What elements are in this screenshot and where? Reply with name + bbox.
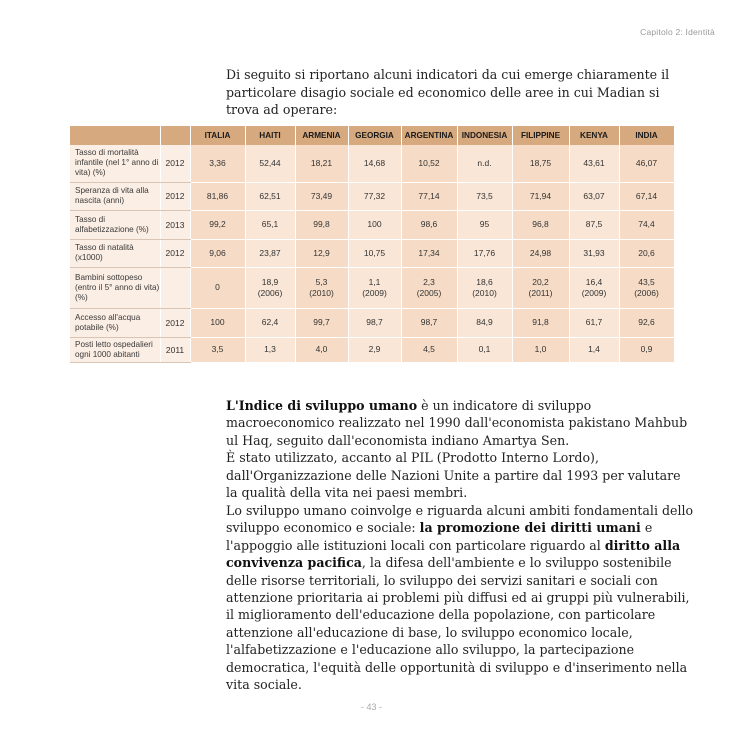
table-cell: 81,86 xyxy=(190,182,245,210)
hdi-paragraph-1 xyxy=(226,397,696,449)
column-header: FILIPPINE xyxy=(512,126,569,145)
table-cell: 20,2 (2011) xyxy=(512,267,569,308)
table-cell: 14,68 xyxy=(348,145,401,182)
table-cell: 0,1 xyxy=(457,337,512,362)
row-label: Accesso all'acqua potabile (%) xyxy=(70,308,160,337)
table-cell: 2,9 xyxy=(348,337,401,362)
table-cell: 84,9 xyxy=(457,308,512,337)
table-cell: 98,6 xyxy=(401,210,457,239)
table-row xyxy=(70,337,674,362)
table-cell: 74,4 xyxy=(619,210,674,239)
hdi-paragraph-3 xyxy=(226,502,696,694)
row-label: Posti letto ospedalieri ogni 1000 abitanti xyxy=(70,337,160,362)
table-cell: 1,1 (2009) xyxy=(348,267,401,308)
table-cell: 71,94 xyxy=(512,182,569,210)
table-row xyxy=(70,145,674,182)
table-cell: 95 xyxy=(457,210,512,239)
table-cell: 23,87 xyxy=(245,239,295,267)
row-label: Tasso di mortalità infantile (nel 1° anno di vita) (%) xyxy=(70,145,160,182)
column-header: INDONESIA xyxy=(457,126,512,145)
row-label: Tasso di natalità (x1000) xyxy=(70,239,160,267)
table-cell: 17,76 xyxy=(457,239,512,267)
highlight-human-rights: la promozione dei diritti umani xyxy=(419,520,641,536)
table-cell: 3,36 xyxy=(190,145,245,182)
table-cell: 96,8 xyxy=(512,210,569,239)
table-cell: 18,6 (2010) xyxy=(457,267,512,308)
table-cell: 20,6 xyxy=(619,239,674,267)
intro-paragraph: Di seguito si riportano alcuni indicatori da cui emerge chiaramente il particolare disagio sociale ed economico delle aree in cui Madian si trova ad operare: xyxy=(226,67,670,117)
table-cell: 4,0 xyxy=(295,337,348,362)
table-cell: 63,07 xyxy=(569,182,619,210)
column-header: INDIA xyxy=(619,126,674,145)
column-header: GEORGIA xyxy=(348,126,401,145)
indicators-table xyxy=(70,126,675,363)
column-header: ITALIA xyxy=(190,126,245,145)
hdi-paragraph-2: È stato utilizzato, accanto al PIL (Prodotto Interno Lordo), dall'Organizzazione delle Nazioni Unite a partire dal 1993 per valutare la qualità della vita nei paesi membri. xyxy=(226,450,681,501)
table-cell: 24,98 xyxy=(512,239,569,267)
table-cell: 98,7 xyxy=(401,308,457,337)
table-cell: 98,7 xyxy=(348,308,401,337)
row-label: Bambini sottopeso (entro il 5° anno di vita) (%) xyxy=(70,267,160,308)
table-cell: 4,5 xyxy=(401,337,457,362)
table-cell: 62,51 xyxy=(245,182,295,210)
table-cell: 12,9 xyxy=(295,239,348,267)
header-blank-year xyxy=(160,126,190,145)
row-year: 2012 xyxy=(160,308,190,337)
table-cell: 0 xyxy=(190,267,245,308)
row-year xyxy=(160,267,190,308)
table-row xyxy=(70,267,674,308)
table-cell: 62,4 xyxy=(245,308,295,337)
table-cell: 52,44 xyxy=(245,145,295,182)
table-cell: 18,21 xyxy=(295,145,348,182)
table-cell: 92,6 xyxy=(619,308,674,337)
hdi-paragraph-3-text-c: , la difesa dell'ambiente e lo sviluppo sostenibile delle risorse territoriali, lo sviluppo dei servizi sanitari e sociali con attenzione prioritaria ai problemi più diffusi ed ai gruppi più vulnerabili, il miglioramento dell'educazione della popolazione, con particolare attenzione all'educazione di base, lo sviluppo economico locale, l'alfabetizzazione e l'educazione allo sviluppo, la partecipazione democratica, l'equità delle opportunità di sviluppo e d'inserimento nella vita sociale. xyxy=(226,555,690,693)
table-header-row xyxy=(70,126,674,145)
table-cell: 87,5 xyxy=(569,210,619,239)
table-cell: 18,75 xyxy=(512,145,569,182)
table-cell: 18,9 (2006) xyxy=(245,267,295,308)
row-year: 2012 xyxy=(160,239,190,267)
table-cell: 77,32 xyxy=(348,182,401,210)
page-number: - 43 - xyxy=(360,702,382,712)
row-year: 2012 xyxy=(160,182,190,210)
table-cell: 3,5 xyxy=(190,337,245,362)
table-row xyxy=(70,308,674,337)
table-cell: 43,5 (2006) xyxy=(619,267,674,308)
hdi-paragraph-3-text-a: Lo sviluppo umano coinvolge e riguarda alcuni ambiti fondamentali dello sviluppo economico e sociale: xyxy=(226,502,694,536)
table-cell: 5,3 (2010) xyxy=(295,267,348,308)
table-cell: 1,0 xyxy=(512,337,569,362)
table-cell: 2,3 (2005) xyxy=(401,267,457,308)
column-header: ARMENIA xyxy=(295,126,348,145)
table-cell: 99,8 xyxy=(295,210,348,239)
row-year: 2012 xyxy=(160,145,190,182)
table-cell: 10,75 xyxy=(348,239,401,267)
table-row xyxy=(70,182,674,210)
table-row xyxy=(70,239,674,267)
table-cell: 10,52 xyxy=(401,145,457,182)
table-cell: 17,34 xyxy=(401,239,457,267)
row-label: Speranza di vita alla nascita (anni) xyxy=(70,182,160,210)
hdi-paragraph-1-text: è un indicatore di sviluppo macroeconomico realizzato nel 1990 dall'economista pakistano Mahbub ul Haq, seguito dall'economista indiano Amartya Sen. xyxy=(226,398,688,448)
table-cell: 91,8 xyxy=(512,308,569,337)
table-cell: 43,61 xyxy=(569,145,619,182)
table-cell: 61,7 xyxy=(569,308,619,337)
table-cell: 100 xyxy=(348,210,401,239)
table-cell: 99,7 xyxy=(295,308,348,337)
table-cell: 73,49 xyxy=(295,182,348,210)
column-header: ARGENTINA xyxy=(401,126,457,145)
table-cell: 31,93 xyxy=(569,239,619,267)
table-cell: 99,2 xyxy=(190,210,245,239)
table-cell: 1,3 xyxy=(245,337,295,362)
hdi-title: L'Indice di sviluppo umano xyxy=(226,398,418,413)
row-year: 2011 xyxy=(160,337,190,362)
table-cell: 0,9 xyxy=(619,337,674,362)
row-year: 2013 xyxy=(160,210,190,239)
table-cell: 1,4 xyxy=(569,337,619,362)
table-cell: 46,07 xyxy=(619,145,674,182)
table-cell: 9,06 xyxy=(190,239,245,267)
highlight-peaceful-coexistence: diritto alla convivenza pacifica xyxy=(226,537,681,571)
table-row xyxy=(70,210,674,239)
hdi-description xyxy=(226,397,696,694)
chapter-header: Capitolo 2: Identità xyxy=(640,27,715,37)
table-cell: 65,1 xyxy=(245,210,295,239)
hdi-paragraph-3-text-b: e l'appoggio alle istituzioni locali con particolare riguardo al xyxy=(226,520,653,553)
table-cell: 77,14 xyxy=(401,182,457,210)
table-cell: 67,14 xyxy=(619,182,674,210)
column-header: KENYA xyxy=(569,126,619,145)
table-cell: 100 xyxy=(190,308,245,337)
table-cell: 73,5 xyxy=(457,182,512,210)
row-label: Tasso di alfabetizzazione (%) xyxy=(70,210,160,239)
header-blank-label xyxy=(70,126,160,145)
table-cell: 16,4 (2009) xyxy=(569,267,619,308)
column-header: HAITI xyxy=(245,126,295,145)
table-cell: n.d. xyxy=(457,145,512,182)
